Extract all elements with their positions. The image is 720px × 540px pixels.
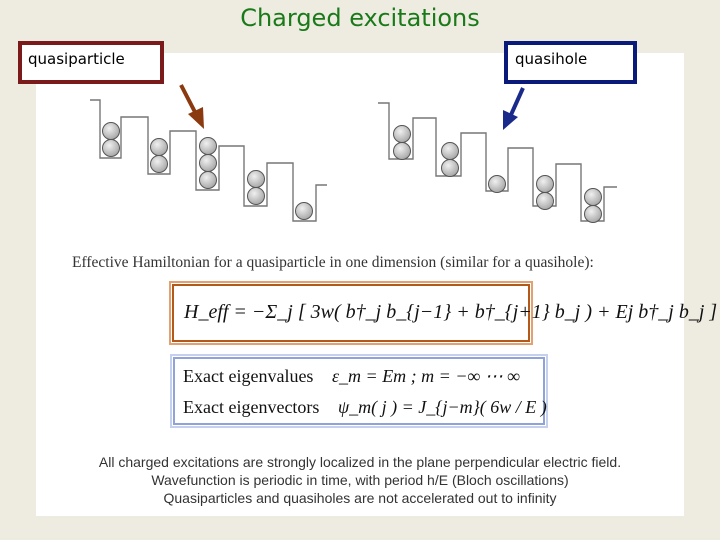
- hamiltonian-equation: H_eff = −Σ_j [ 3w( b†_j b_{j−1} + b†_{j+1} b_j ) + Ej b†_j b_j ]: [184, 301, 718, 323]
- quasiparticle-arrow: [181, 85, 204, 129]
- quasiparticle-label-text: quasiparticle: [28, 50, 125, 68]
- quasihole-particles: [394, 126, 602, 223]
- eigenvectors-formula: ψ_m( j ) = J_{j−m}( 6w / E ): [337, 397, 547, 417]
- eigenvalues-label: Exact eigenvalues: [183, 366, 314, 386]
- slide-title: Charged excitations: [240, 4, 480, 32]
- quasihole-arrow: [503, 88, 523, 130]
- summary-line-2: Wavefunction is periodic in time, with period h/E (Bloch oscillations): [151, 472, 569, 488]
- quasiparticle-particles: [103, 123, 313, 220]
- eigenvectors-row: [183, 397, 547, 418]
- summary-text: [36, 453, 684, 507]
- eigenvectors-label: Exact eigenvectors: [183, 397, 320, 417]
- hamiltonian-equation-box: [172, 284, 718, 342]
- quasihole-staircase: [378, 103, 617, 221]
- eigen-box: [173, 357, 545, 425]
- quasihole-label-text: quasihole: [515, 50, 588, 68]
- summary-line-1: All charged excitations are strongly localized in the plane perpendicular electric field.: [98, 454, 622, 470]
- summary-line-3: Quasiparticles and quasiholes are not accelerated out to infinity: [163, 490, 557, 506]
- hamiltonian-caption: Effective Hamiltonian for a quasiparticle in one dimension (similar for a quasihole):: [72, 254, 594, 271]
- eigenvalues-row: [183, 366, 520, 387]
- eigenvalues-formula: ε_m = Em ; m = −∞ ⋯ ∞: [331, 366, 521, 386]
